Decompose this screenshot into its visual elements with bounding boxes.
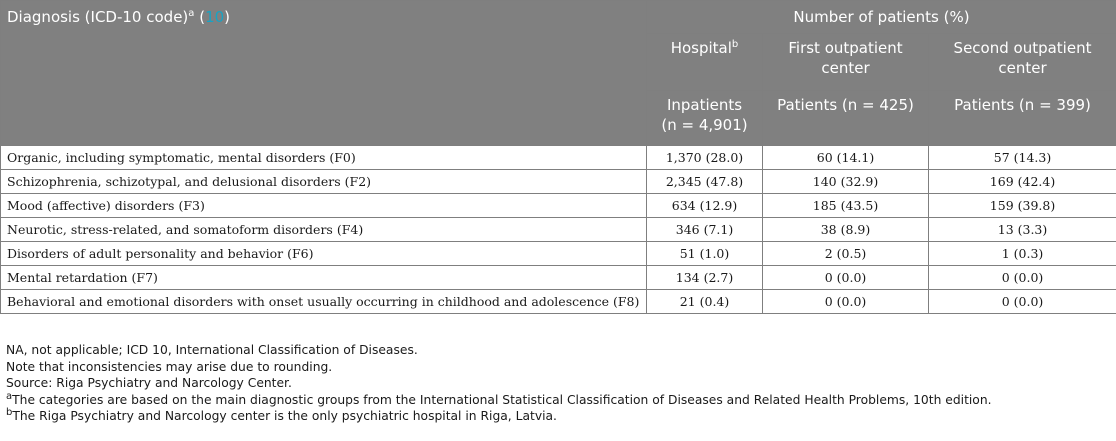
second-center-cell: 159 (39.8): [929, 194, 1116, 218]
table-row: [1, 266, 1116, 290]
hospital-column-header: Hospital$^b$: [647, 34, 763, 91]
first-center-cell: 185 (43.5): [763, 194, 929, 218]
second-center-column-header: Second outpatient center: [929, 34, 1116, 91]
diagnosis-cell: Mental retardation (F7): [1, 266, 647, 290]
hospital-cell: 634 (12.9): [647, 194, 763, 218]
reference-link[interactable]: 10: [205, 8, 225, 26]
hospital-cell: 21 (0.4): [647, 290, 763, 314]
hospital-cell: 2,345 (47.8): [647, 170, 763, 194]
hospital-cell: 51 (1.0): [647, 242, 763, 266]
table-row: [1, 242, 1116, 266]
table-row: [1, 146, 1116, 170]
second-center-cell: 169 (42.4): [929, 170, 1116, 194]
diagnosis-cell: Organic, including symptomatic, mental disorders (F0): [1, 146, 647, 170]
second-center-cell: 1 (0.3): [929, 242, 1116, 266]
diagnosis-cell: Disorders of adult personality and behavior (F6): [1, 242, 647, 266]
diagnosis-column-header: Diagnosis (ICD-10 code)$^a$ (10): [1, 1, 647, 146]
diagnosis-cell: Mood (affective) disorders (F3): [1, 194, 647, 218]
footnote-a: $^a$The categories are based on the main diagnostic groups from the International Statistical Classification of Diseases and Related Health Problems, 10th edition.: [6, 390, 992, 407]
first-center-cell: 60 (14.1): [763, 146, 929, 170]
patients-count-header: Number of patients (%): [647, 1, 1116, 34]
first-patients-subheader: Patients (n = 425): [763, 91, 929, 146]
diagnosis-cell: Neurotic, stress-related, and somatoform disorders (F4): [1, 218, 647, 242]
first-center-cell: 140 (32.9): [763, 170, 929, 194]
first-center-cell: 38 (8.9): [763, 218, 929, 242]
hospital-cell: 134 (2.7): [647, 266, 763, 290]
second-patients-subheader: Patients (n = 399): [929, 91, 1116, 146]
first-center-cell: 0 (0.0): [763, 290, 929, 314]
hospital-cell: 1,370 (28.0): [647, 146, 763, 170]
second-center-cell: 0 (0.0): [929, 266, 1116, 290]
hospital-cell: 346 (7.1): [647, 218, 763, 242]
diagnosis-cell: Schizophrenia, schizotypal, and delusional disorders (F2): [1, 170, 647, 194]
abbreviations-note: NA, not applicable; ICD 10, International Classification of Diseases.: [6, 343, 418, 357]
first-center-cell: 2 (0.5): [763, 242, 929, 266]
second-center-cell: 0 (0.0): [929, 290, 1116, 314]
inpatients-subheader: Inpatients (n = 4,901): [647, 91, 763, 146]
table-row: [1, 290, 1116, 314]
table-row: [1, 194, 1116, 218]
table-row: [1, 170, 1116, 194]
table-notes: [6, 342, 992, 425]
source-note: Source: Riga Psychiatry and Narcology Center.: [6, 376, 292, 390]
footnote-b: $^b$The Riga Psychiatry and Narcology center is the only psychiatric hospital in Riga, Latvia.: [6, 406, 557, 423]
first-center-cell: 0 (0.0): [763, 266, 929, 290]
second-center-cell: 13 (3.3): [929, 218, 1116, 242]
rounding-note: Note that inconsistencies may arise due to rounding.: [6, 359, 333, 374]
first-center-column-header: First outpatient center: [763, 34, 929, 91]
table-row: [1, 218, 1116, 242]
diagnosis-cell: Behavioral and emotional disorders with onset usually occurring in childhood and adolescence (F8): [1, 290, 647, 314]
second-center-cell: 57 (14.3): [929, 146, 1116, 170]
